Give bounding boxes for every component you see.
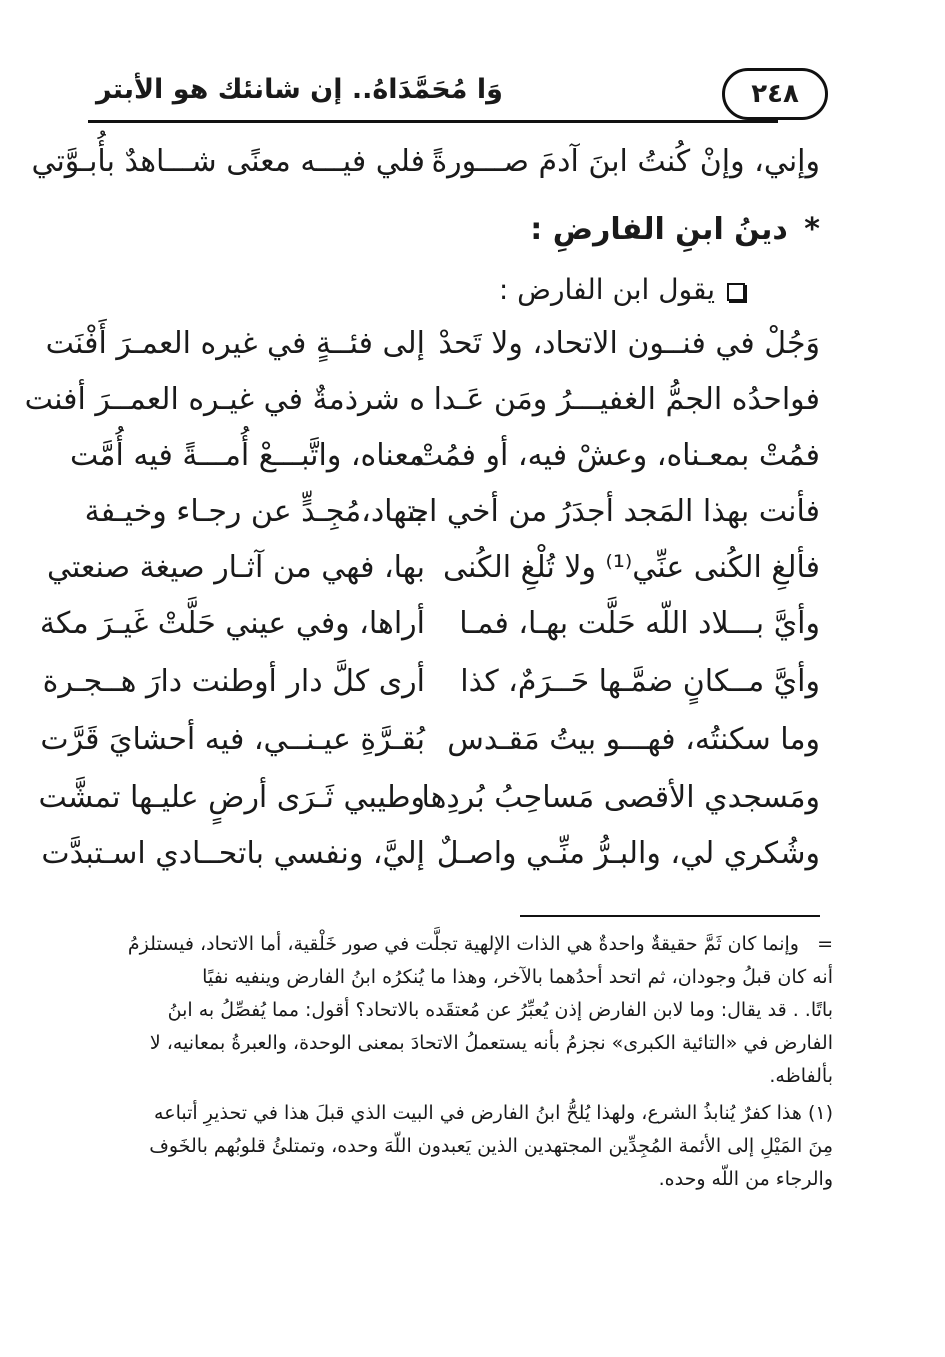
header-divider [88, 120, 778, 123]
verse-7-right: وأيَّ مــكانٍ ضمَّـها حَــرَمٌ، كذا [460, 664, 820, 699]
verse-7-left: أرى كلَّ دار أوطنت دارَ هــجـرة [42, 664, 425, 699]
footnote-marker: = [817, 933, 833, 955]
verse-6-left: أراها، وفي عيني حَلَّتْ غَيـرَ مكة [39, 606, 425, 641]
footnote-1 [113, 1097, 833, 1196]
footnote-line: مِنَ المَيْلِ إلى الأئمة المُجِدِّين المجتهدين الذين يَعبدون اللّهَ وحده، وتمتلئُ قلوبُهم بالخَوف [149, 1135, 833, 1157]
footnote-line: الفارض في «التائية الكبرى» نجزمُ بأنه يستعملُ الاتحادَ بمعنى الوحدة، والعبرةُ بمعانيه، لا [149, 1032, 833, 1054]
running-title: وَا مُحَمَّدَاهُ.. إن شانئك هو الأبتر [96, 74, 503, 105]
footnote-line: أنه كان قبلُ وجودان، ثم اتحد أحدُهما بالآخر، وهذا ما يُنكرُه ابنُ الفارض وينفيه نفيًا [202, 966, 833, 988]
verse-1-left: إلى فئــةٍ في غيره العمـرَ أَفْنَت [45, 326, 425, 361]
footnote-line: (١) هذا كفرٌ يُنابذُ الشرع، ولهذا يُلحُّ ابنُ الفارض في البيت الذي قبلَ هذا في تحذيرِ أتباعه [154, 1102, 833, 1124]
verse-9-left: وطيبي ثَـرَى أرضٍ عليـها تمشَّت [38, 780, 425, 815]
verse-9-right: ومَسجدي الأقصى مَساحِبُ بُردِها [421, 780, 820, 815]
intro-text: يقول ابن الفارض : [498, 273, 715, 306]
top-verse-right: وإني، وإنْ كُنتُ ابنَ آدمَ صـــورةً [431, 144, 820, 179]
verse-3-right: فمُتْ بمعـناه، وعشْ فيه، أو فمُتْ [414, 438, 820, 473]
top-verse-left: فلي فيـــه معنًى شـــاهدٌ بأُبـوَّتي [31, 144, 425, 179]
verse-5-right: فألغِ الكُنى عنِّي⁽¹⁾ ولا تُلْغِ الكُنى [442, 550, 820, 585]
footnote-line: = وإنما كان ثَمَّ حقيقةٌ واحدةٌ هي الذات الإلهية تجلَّت في صور خَلْقية، أما الاتحاد، فيستلزمُ [127, 933, 833, 955]
verse-4-left: ـتهاد،مُجِـدٍّ عن رجـاء وخيـفة [84, 494, 425, 529]
verse-1-right: وَجُلْ في فنــون الاتحاد، ولا تَحدْ [438, 326, 820, 361]
footnote-line: باتًا. . قد يقال: وما لابن الفارض إذن يُعبِّرُ عن مُعتقَده بالاتحاد؟ أقول: مما يُفصِّلُ به ابنُ [167, 999, 833, 1021]
verse-2-left: ه شرذمةٌ في غيـره العمــرَ أفنت [24, 382, 425, 417]
verse-4-right: فأنت بهذا المَجد أجدَرُ من أخي اجـ [401, 494, 820, 529]
footnote-divider [520, 915, 820, 917]
page-number: ٢٤٨ [751, 79, 799, 109]
verse-10-right: وشُكري لي، والبـرُّ منِّـي واصـلٌ [436, 836, 820, 871]
verse-8-right: وما سكنتُه، فهـــو بيتُ مَقـدس [447, 722, 820, 757]
verse-6-right: وأيَّ بـــلاد اللّه حَلَّت بهـا، فمـا [459, 606, 820, 641]
verse-5-left: بها، فهي من آثـار صيغة صنعتي [46, 550, 425, 585]
footnote-line: والرجاء من اللّه وحده. [658, 1168, 833, 1190]
section-heading-text: دينُ ابنِ الفارضِ : [530, 212, 788, 247]
verse-8-left: بُقـرَّةِ عيـنــي، فيه أحشايَ قَرَّت [40, 722, 425, 757]
footnote-continued [113, 928, 833, 1093]
verse-2-right: فواحدُه الجمُّ الغفيـــرُ ومَن عَـدا [433, 382, 820, 417]
page-header [88, 60, 828, 128]
intro-line [499, 273, 745, 306]
page-number-badge [722, 68, 828, 120]
footnote-line: بألفاظه. [769, 1065, 833, 1087]
verse-3-left: معناه، واتَّبـــعْ أُمـــةً فيه أُمَّت [69, 438, 425, 473]
footnotes [113, 928, 833, 1200]
asterisk-icon: * [804, 212, 820, 247]
verse-10-left: إليَّ، ونفسي باتحــادي اسـتبدَّت [41, 836, 425, 871]
square-bullet-icon [727, 283, 745, 301]
section-heading [530, 212, 820, 247]
footnote-marker: (١) [807, 1102, 833, 1124]
